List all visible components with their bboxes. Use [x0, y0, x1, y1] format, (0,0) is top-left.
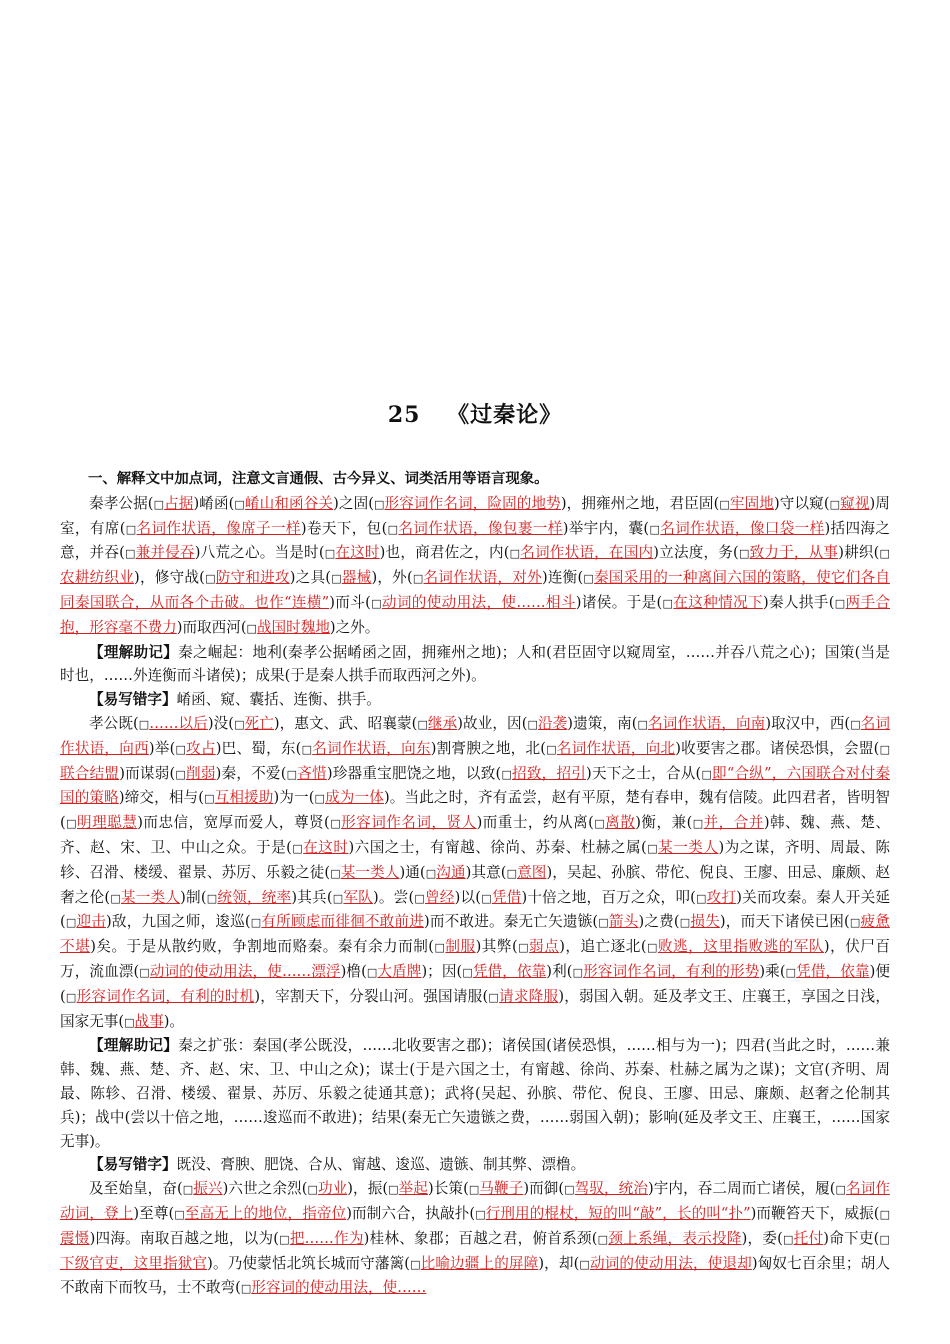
text-segment: )，惠文、武、昭襄蒙(	[273, 714, 418, 732]
blank-box: □	[434, 941, 446, 955]
text-segment: )缔交，相与(	[118, 789, 204, 807]
answer-gloss: 战事	[134, 1012, 164, 1030]
blank-box: □	[138, 717, 150, 731]
text-segment: )举(	[148, 739, 176, 757]
text-segment: )其意(	[465, 863, 507, 881]
paragraph-2	[60, 712, 890, 1034]
text-segment: )乘(	[759, 962, 786, 980]
blank-box: □	[719, 497, 730, 511]
answer-gloss: 窥视	[840, 494, 870, 512]
blank-box: □	[291, 841, 304, 855]
blank-box: □	[583, 572, 594, 586]
text-segment: )十倍之地，百万之众，叩(	[521, 888, 696, 906]
text-segment: )桂林、象郡；百越之君，俯首系颈(	[363, 1229, 598, 1247]
blank-box: □	[572, 965, 584, 979]
text-segment: )之固(	[333, 494, 374, 512]
blank-box: □	[481, 891, 492, 905]
answer-gloss: 沿袭	[537, 714, 568, 732]
blank-box: □	[330, 572, 342, 586]
blank-box: □	[785, 965, 797, 979]
answer-gloss: 秦国采用的一种离间六国的策略，使它们各自同秦国联合，从而各个击破。也作“连横”	[60, 569, 890, 611]
text-segment: )制(	[180, 888, 207, 906]
text-segment: )衡，兼(	[635, 814, 693, 832]
answer-gloss: 军队	[343, 888, 373, 906]
answer-gloss: 震慑	[60, 1229, 90, 1247]
typo-2-label: 【易写错字】	[89, 1156, 177, 1174]
blank-box: □	[234, 497, 245, 511]
blank-box: □	[598, 916, 609, 930]
text-segment: )巴、蜀，东(	[215, 739, 302, 757]
text-segment: )之费(	[638, 913, 680, 931]
answer-gloss: 统领，统率	[217, 888, 292, 906]
text-segment: )卷天下，包(	[300, 519, 388, 537]
text-segment: )，委(	[741, 1229, 783, 1247]
text-segment: )其兵(	[291, 888, 333, 906]
answer-gloss: 动词的使动用法，使……漂浮	[149, 962, 341, 980]
answer-gloss: 成为一体	[325, 789, 384, 807]
blank-box: □	[330, 866, 341, 880]
text-segment: )崤函(	[193, 494, 235, 512]
blank-box: □	[834, 596, 846, 610]
blank-box: □	[388, 1183, 399, 1197]
blank-box: □	[662, 596, 674, 610]
blank-box: □	[417, 717, 428, 731]
text-segment: )故业，因(	[457, 714, 528, 732]
answer-gloss: 招致，招引	[512, 764, 587, 782]
answer-gloss: 并，合并	[703, 814, 764, 832]
answer-gloss: 行刑用的棍杖，短的叫“敲”，长的叫“扑”	[485, 1204, 751, 1222]
blank-box: □	[65, 990, 77, 1004]
typo-2	[60, 1153, 890, 1177]
answer-gloss: 功业	[317, 1180, 348, 1198]
blank-box: □	[646, 941, 658, 955]
text-segment: )诸侯。于是(	[575, 593, 663, 611]
text-segment: )而谋弱(	[119, 764, 176, 782]
text-segment: )而制六合，执敲扑(	[346, 1204, 476, 1222]
text-segment: )韩、魏、燕、楚、齐、赵、宋、卫、中山之众。于是(	[60, 814, 890, 856]
typo-1	[60, 688, 890, 712]
text-segment: )矣。于是从散约败，争割地而赂秦。秦有余力而制(	[90, 938, 435, 956]
text-segment: )也，商君佐之，内(	[379, 544, 510, 562]
text-segment: )天下之士，合从(	[586, 764, 702, 782]
answer-gloss: 互相援助	[214, 789, 274, 807]
title-number: 25	[387, 402, 421, 428]
blank-box: □	[387, 522, 399, 536]
answer-gloss: 曾经	[425, 888, 455, 906]
answer-gloss: 致力于，从事	[749, 544, 839, 562]
text-segment: )便(	[60, 962, 890, 1005]
blank-box: □	[329, 817, 342, 831]
answer-gloss: 有所顾虑而徘徊不敢前进	[261, 913, 424, 931]
paragraph-3	[60, 1177, 890, 1301]
section-heading: 一、解释文中加点词，注意文言通假、古今异义、词类活用等语言现象。	[88, 471, 549, 487]
text-segment: )之具(	[289, 569, 331, 587]
blank-box: □	[124, 1015, 135, 1029]
answer-gloss: 名词作状语，向西	[60, 714, 890, 757]
answer-gloss: 兼并侵吞	[135, 544, 195, 562]
blank-box: □	[506, 866, 518, 880]
text-segment: )割膏腴之地，北(	[430, 739, 546, 757]
blank-box: □	[174, 1207, 185, 1221]
blank-box: □	[545, 742, 557, 756]
text-segment: )而重士，约从离(	[476, 814, 594, 832]
blank-box: □	[240, 1282, 252, 1296]
text-segment: )敌，九国之师，逡巡(	[106, 913, 251, 931]
answer-gloss: 继承	[427, 714, 458, 732]
answer-gloss: 大盾牌	[377, 962, 422, 980]
text-segment: )命下吏(	[823, 1229, 880, 1247]
answer-gloss: 名词作状语，在国内	[520, 544, 654, 562]
text-segment: )。	[163, 1012, 184, 1030]
answer-gloss: 凭借，依靠	[472, 962, 547, 980]
blank-box: □	[738, 547, 750, 561]
blank-box: □	[879, 1207, 890, 1221]
answer-gloss: 离散	[605, 814, 636, 832]
text-segment: )周室，有席(	[60, 494, 890, 537]
answer-gloss: 名词作动词，登上	[60, 1180, 890, 1222]
blank-box: □	[206, 891, 218, 905]
answer-gloss: 动词的使动用法，使退却	[589, 1254, 752, 1272]
blank-box: □	[246, 621, 257, 635]
text-segment: )关而攻秦。秦人开关延(	[60, 888, 890, 931]
answer-gloss: 马鞭子	[479, 1180, 524, 1198]
answer-gloss: 某一类人	[120, 888, 181, 906]
text-segment: )举宇内，囊(	[562, 519, 650, 537]
blank-box: □	[409, 1257, 421, 1271]
text-segment: )括四海之意，并吞(	[60, 519, 890, 562]
blank-box: □	[649, 522, 661, 536]
blank-box: □	[110, 891, 121, 905]
blank-box: □	[488, 990, 500, 1004]
blank-box: □	[462, 965, 473, 979]
blank-box: □	[301, 742, 313, 756]
blank-box: □	[373, 497, 385, 511]
text-segment: )，伏尸百万，流血漂(	[60, 938, 890, 980]
blank-box: □	[370, 596, 382, 610]
text-segment: )取汉中，西(	[765, 714, 851, 732]
answer-gloss: 联合结盟	[60, 764, 120, 782]
answer-gloss: 形容词作名词，险固的地势	[384, 494, 561, 512]
blank-box: □	[501, 767, 513, 781]
answer-gloss: 攻打	[706, 888, 737, 906]
answer-gloss: 在这时	[335, 544, 380, 562]
text-segment: )，吴起、孙膑、带佗、倪良、王廖、田忌、廉颇、赵奢之伦(	[60, 863, 890, 906]
blank-box: □	[124, 547, 136, 561]
blank-box: □	[646, 841, 659, 855]
blank-box: □	[204, 572, 216, 586]
answer-gloss: 名词作状语，对外	[423, 569, 542, 587]
text-segment: )连衡(	[541, 569, 584, 587]
text-segment: )。当此之时，齐有孟尝，赵有平原，楚有春申，魏有信陵。此四君者，皆明智(	[60, 789, 890, 832]
answer-gloss: 弱点	[529, 938, 560, 956]
text-segment: )宇内，吞二周而亡诸侯，履(	[648, 1180, 836, 1198]
answer-gloss: 在这种情况下	[673, 593, 763, 611]
answer-gloss: 形容词的使动用法，使……	[251, 1279, 427, 1297]
text-segment: )为之谋，齐明、周最、陈轸、召滑、楼缓、翟景、苏厉、乐毅之徒(	[60, 838, 890, 881]
blank-box: □	[475, 1207, 486, 1221]
answer-gloss: 形容词作名词，贤人	[341, 814, 477, 832]
text-segment: )秦人拱手(	[762, 593, 835, 611]
memo-1-text: 秦之崛起：地利(秦孝公据崤函之固，拥雍州之地)；人和(君臣固守以窥周室，……并吞八荒之心)；国策(当是时也，……外连衡而斗诸侯)；成果(于是秦人拱手而取西河之外)。	[60, 643, 890, 685]
blank-box: □	[849, 916, 861, 930]
blank-box: □	[366, 965, 378, 979]
answer-gloss: 牢固地	[729, 494, 774, 512]
answer-gloss: 农耕纺织业	[60, 569, 135, 587]
answer-gloss: 名词作状语，像席子一样	[136, 519, 301, 537]
blank-box: □	[782, 1232, 794, 1246]
blank-box: □	[182, 1183, 194, 1197]
text-segment: )而鞭笞天下，威振(	[750, 1204, 880, 1222]
answer-gloss: 制服	[445, 938, 476, 956]
answer-gloss: 请求降服	[499, 987, 559, 1005]
answer-gloss: 在这时	[303, 838, 349, 856]
text-segment: )，却(	[538, 1254, 580, 1272]
text-segment: )遗策，南(	[567, 714, 638, 732]
answer-gloss: 凭借，依靠	[796, 962, 870, 980]
text-segment: )收要害之郡。诸侯恐惧，会盟(	[675, 739, 880, 757]
title-text: 《过秦论》	[447, 402, 563, 428]
text-segment: )橹(	[340, 962, 367, 980]
answer-gloss: 意图	[517, 863, 547, 881]
text-segment: )至尊(	[133, 1204, 175, 1222]
answer-gloss: 凭借	[491, 888, 522, 906]
blank-box: □	[701, 767, 713, 781]
memo-2	[60, 1034, 890, 1153]
answer-gloss: 某一类人	[658, 838, 719, 856]
blank-box: □	[593, 817, 606, 831]
text-segment: )珍器重宝肥饶之地，以致(	[326, 764, 502, 782]
answer-gloss: 驾驭，统治	[574, 1180, 648, 1198]
blank-box: □	[203, 792, 215, 806]
text-segment: )六国之士，有甯越、徐尚、苏秦、杜赫之属(	[348, 838, 647, 856]
blank-box: □	[468, 1183, 480, 1197]
text-segment: )六世之余烈(	[222, 1180, 308, 1198]
text-segment: )四海。南取百越之地，以为(	[89, 1229, 279, 1247]
text-segment: )耕织(	[838, 544, 880, 562]
text-segment: )立法度，务(	[653, 544, 739, 562]
answer-gloss: 名词作状语，向东	[312, 739, 431, 757]
answer-gloss: 器械	[341, 569, 372, 587]
blank-box: □	[175, 767, 187, 781]
answer-gloss: 名词作状语，像口袋一样	[660, 519, 825, 537]
blank-box: □	[175, 742, 187, 756]
document-body	[60, 468, 890, 1301]
answer-gloss: 崤山和函谷关	[244, 494, 334, 512]
text-segment: )秦，不爱(	[215, 764, 287, 782]
memo-2-label: 【理解助记】	[89, 1037, 179, 1055]
typo-2-text: 既没、膏腴、肥饶、合从、甯越、逡巡、遗镞、制其弊、漂橹。	[176, 1156, 586, 1174]
blank-box: □	[250, 916, 262, 930]
text-segment: )，修守战(	[134, 569, 205, 587]
text-segment: )，追亡逐北(	[559, 938, 647, 956]
blank-box: □	[234, 717, 245, 731]
blank-box: □	[332, 891, 344, 905]
text-segment: )，拥雍州之地，君臣固(	[560, 494, 720, 512]
answer-gloss: 攻占	[186, 739, 216, 757]
text-segment: )匈奴七百余里；胡人不敢南下而牧马，士不敢弯(	[60, 1254, 890, 1297]
text-segment: )而不敢进。秦无亡矢遗镞(	[423, 913, 599, 931]
answer-gloss: 占据	[164, 494, 194, 512]
answer-gloss: 颈上系绳，表示投降	[608, 1229, 742, 1247]
blank-box: □	[835, 1183, 847, 1197]
text-segment: )，弱国入朝。延及孝文王、庄襄王，享国之日浅，国家无事(	[60, 987, 890, 1030]
answer-gloss: 名词作状语，向北	[556, 739, 676, 757]
blank-box: □	[425, 866, 437, 880]
blank-box: □	[278, 1232, 290, 1246]
blank-box: □	[597, 1232, 609, 1246]
typo-1-text: 崤函、窥、囊括、连衡、拱手。	[176, 691, 381, 709]
memo-2-text: 秦之扩张：秦国(孝公既没，……北收要害之郡)；诸侯国(诸侯恐惧，……相与为一)；四君(当此之时，……兼韩、魏、燕、楚、齐、赵、宋、卫、中山之众)；谋士(于是六国之士，有甯越、徐尚、苏秦、杜赫之属为之谋)；文官(齐明、周最、陈轸、召滑、楼缓、翟景、苏厉、乐毅之徒通其意)；武将(吴起、孙膑、带佗、倪良、王廖、田忌、廉颇、赵奢之伦制其兵)；战中(尝以十倍之地，……逡巡而不敢进)；结果(秦无亡矢遗镞之费，……弱国入朝)；影响(延及孝文王、庄襄王，……国家无事)。	[60, 1037, 890, 1150]
text-segment: )其弊(	[475, 938, 518, 956]
text-segment: )通(	[399, 863, 426, 881]
text-segment: )，而天下诸侯已困(	[719, 913, 850, 931]
answer-gloss: 振兴	[193, 1180, 223, 1198]
text-segment: )；因(	[421, 962, 463, 980]
text-segment: 秦孝公据(	[89, 494, 154, 512]
blank-box: □	[527, 717, 538, 731]
page-title	[0, 398, 950, 429]
blank-box: □	[307, 1183, 318, 1197]
blank-box: □	[517, 941, 530, 955]
answer-gloss: 某一类人	[340, 863, 400, 881]
text-segment: )，宰割天下，分裂山河。强国请服(	[254, 987, 489, 1005]
blank-box: □	[139, 965, 150, 979]
answer-gloss: 死亡	[244, 714, 274, 732]
text-segment: )。尝(	[372, 888, 415, 906]
answer-gloss: 即“合纵”，六国联合对付秦国的策略	[60, 764, 890, 807]
blank-box: □	[829, 497, 841, 511]
blank-box: □	[65, 916, 77, 930]
blank-box: □	[153, 497, 165, 511]
blank-box: □	[286, 767, 298, 781]
text-segment: )以(	[454, 888, 482, 906]
blank-box: □	[850, 717, 861, 731]
answer-gloss: ……以后	[149, 714, 208, 732]
blank-box: □	[879, 547, 890, 561]
answer-gloss: 战国时魏地	[256, 618, 330, 636]
answer-gloss: 损失	[690, 913, 720, 931]
text-segment: )而御(	[523, 1180, 565, 1198]
answer-gloss: 形容词作名词，有利的形势	[583, 962, 760, 980]
answer-gloss: 败逃，这里指败逃的军队	[657, 938, 824, 956]
answer-gloss: 下级官吏，这里指狱官	[60, 1254, 208, 1272]
answer-gloss: 名词作状语，向南	[647, 714, 766, 732]
text-segment: )八荒之心。当是时(	[194, 544, 325, 562]
text-segment: )之外。	[329, 618, 380, 636]
blank-box: □	[679, 916, 691, 930]
memo-1-label: 【理解助记】	[89, 643, 179, 661]
answer-gloss: 名词作状语，像包裹一样	[398, 519, 563, 537]
typo-1-label: 【易写错字】	[89, 691, 177, 709]
text-segment: )长策(	[427, 1180, 469, 1198]
text-segment: )利(	[546, 962, 573, 980]
answer-gloss: 沟通	[436, 863, 466, 881]
answer-gloss: 形容词作名词，有利的时机	[76, 987, 255, 1005]
blank-box: □	[879, 1232, 890, 1246]
answer-gloss: 托付	[793, 1229, 824, 1247]
blank-box: □	[125, 522, 137, 536]
blank-box: □	[314, 792, 326, 806]
text-segment: )而取西河(	[176, 618, 247, 636]
answer-gloss: 举起	[398, 1180, 428, 1198]
blank-box: □	[324, 547, 336, 561]
text-segment: )守以窥(	[773, 494, 830, 512]
answer-gloss: 防守和进攻	[215, 569, 290, 587]
answer-gloss: 削弱	[186, 764, 216, 782]
text-segment: 及至始皇，奋(	[89, 1180, 183, 1198]
text-segment: )为一(	[273, 789, 315, 807]
answer-gloss: 至高无上的地位，指帝位	[184, 1204, 347, 1222]
text-segment: )。乃使蒙恬北筑长城而守藩篱(	[207, 1254, 410, 1272]
text-segment: )，振(	[347, 1180, 389, 1198]
paragraph-1	[60, 492, 890, 641]
blank-box: □	[579, 1257, 590, 1271]
blank-box: □	[414, 891, 425, 905]
text-segment: )，外(	[371, 569, 413, 587]
answer-gloss: 疲惫不堪	[60, 913, 890, 956]
blank-box: □	[564, 1183, 575, 1197]
text-segment: )而斗(	[329, 593, 371, 611]
blank-box: □	[692, 817, 704, 831]
blank-box: □	[695, 891, 707, 905]
answer-gloss: 动词的使动用法，使……相斗	[381, 593, 576, 611]
blank-box: □	[65, 817, 78, 831]
text-segment: 孝公既(	[89, 714, 139, 732]
answer-gloss: 明理聪慧	[77, 814, 138, 832]
text-segment: )而忠信，宽厚而爱人，尊贤(	[137, 814, 330, 832]
blank-box: □	[637, 717, 648, 731]
text-segment: )没(	[207, 714, 234, 732]
answer-gloss: 吝惜	[297, 764, 327, 782]
answer-gloss: 比喻边疆上的屏障	[420, 1254, 539, 1272]
memo-1	[60, 641, 890, 689]
answer-gloss: 迎击	[76, 913, 107, 931]
answer-gloss: 箭头	[608, 913, 639, 931]
answer-gloss: 两手合抱，形容毫不费力	[60, 593, 890, 636]
answer-gloss: 把……作为	[289, 1229, 364, 1247]
blank-box: □	[879, 742, 890, 756]
blank-box: □	[509, 547, 521, 561]
blank-box: □	[412, 572, 424, 586]
